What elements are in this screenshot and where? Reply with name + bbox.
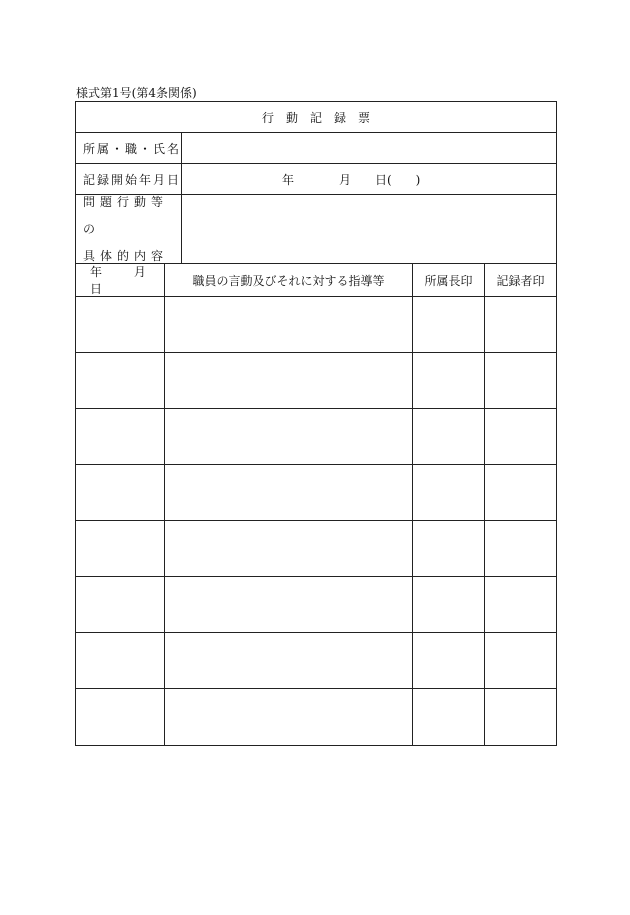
row-recorder-seal-cell[interactable] bbox=[485, 633, 556, 688]
affiliation-row bbox=[76, 133, 556, 164]
row-date-cell[interactable] bbox=[76, 297, 165, 352]
problem-label-line1: 問題行動等の bbox=[83, 194, 169, 236]
row-recorder-seal-cell[interactable] bbox=[485, 465, 556, 520]
row-recorder-seal-cell[interactable] bbox=[485, 297, 556, 352]
row-recorder-seal-cell[interactable] bbox=[485, 521, 556, 576]
problem-row bbox=[76, 195, 556, 264]
start-date-field[interactable] bbox=[182, 164, 556, 194]
row-recorder-seal-cell[interactable] bbox=[485, 409, 556, 464]
row-supervisor-seal-cell[interactable] bbox=[413, 689, 485, 745]
header-supervisor-seal: 所属長印 bbox=[413, 264, 485, 296]
row-remarks-cell[interactable] bbox=[165, 689, 413, 745]
table-row bbox=[76, 521, 556, 577]
form-title: 行動記録票 bbox=[261, 110, 382, 125]
behavior-record-form bbox=[75, 101, 557, 746]
row-supervisor-seal-cell[interactable] bbox=[413, 409, 485, 464]
table-row bbox=[76, 297, 556, 353]
table-row bbox=[76, 633, 556, 689]
affiliation-field[interactable] bbox=[182, 133, 556, 163]
table-row bbox=[76, 353, 556, 409]
row-supervisor-seal-cell[interactable] bbox=[413, 577, 485, 632]
row-date-cell[interactable] bbox=[76, 353, 165, 408]
affiliation-label: 所属・職・氏名 bbox=[76, 133, 182, 163]
problem-label bbox=[76, 195, 182, 263]
row-remarks-cell[interactable] bbox=[165, 409, 413, 464]
row-date-cell[interactable] bbox=[76, 409, 165, 464]
row-recorder-seal-cell[interactable] bbox=[485, 689, 556, 745]
row-supervisor-seal-cell[interactable] bbox=[413, 353, 485, 408]
row-remarks-cell[interactable] bbox=[165, 353, 413, 408]
header-remarks: 職員の言動及びそれに対する指導等 bbox=[165, 264, 413, 296]
row-recorder-seal-cell[interactable] bbox=[485, 353, 556, 408]
date-month-label: 月 bbox=[339, 172, 352, 187]
row-date-cell[interactable] bbox=[76, 521, 165, 576]
row-remarks-cell[interactable] bbox=[165, 465, 413, 520]
row-date-cell[interactable] bbox=[76, 465, 165, 520]
row-remarks-cell[interactable] bbox=[165, 297, 413, 352]
table-row bbox=[76, 409, 556, 465]
row-supervisor-seal-cell[interactable] bbox=[413, 633, 485, 688]
row-date-cell[interactable] bbox=[76, 689, 165, 745]
row-supervisor-seal-cell[interactable] bbox=[413, 465, 485, 520]
start-date-label: 記録開始年月日 bbox=[76, 164, 182, 194]
table-row bbox=[76, 689, 556, 745]
row-remarks-cell[interactable] bbox=[165, 521, 413, 576]
problem-label-line2: 具体的内容 bbox=[83, 248, 169, 263]
table-row bbox=[76, 577, 556, 633]
header-recorder-seal: 記録者印 bbox=[496, 273, 545, 288]
date-year-label: 年 bbox=[282, 172, 295, 187]
table-row bbox=[76, 465, 556, 521]
row-supervisor-seal-cell[interactable] bbox=[413, 297, 485, 352]
form-title-row bbox=[76, 102, 556, 133]
row-remarks-cell[interactable] bbox=[165, 633, 413, 688]
table-header-row bbox=[76, 264, 556, 297]
date-day-label: 日( ) bbox=[375, 172, 421, 187]
form-number: 様式第1号(第4条関係) bbox=[76, 86, 197, 100]
row-recorder-seal-cell[interactable] bbox=[485, 577, 556, 632]
problem-field[interactable] bbox=[182, 195, 556, 263]
row-date-cell[interactable] bbox=[76, 577, 165, 632]
row-remarks-cell[interactable] bbox=[165, 577, 413, 632]
row-supervisor-seal-cell[interactable] bbox=[413, 521, 485, 576]
header-date: 年 月 日 bbox=[76, 264, 165, 296]
row-date-cell[interactable] bbox=[76, 633, 165, 688]
